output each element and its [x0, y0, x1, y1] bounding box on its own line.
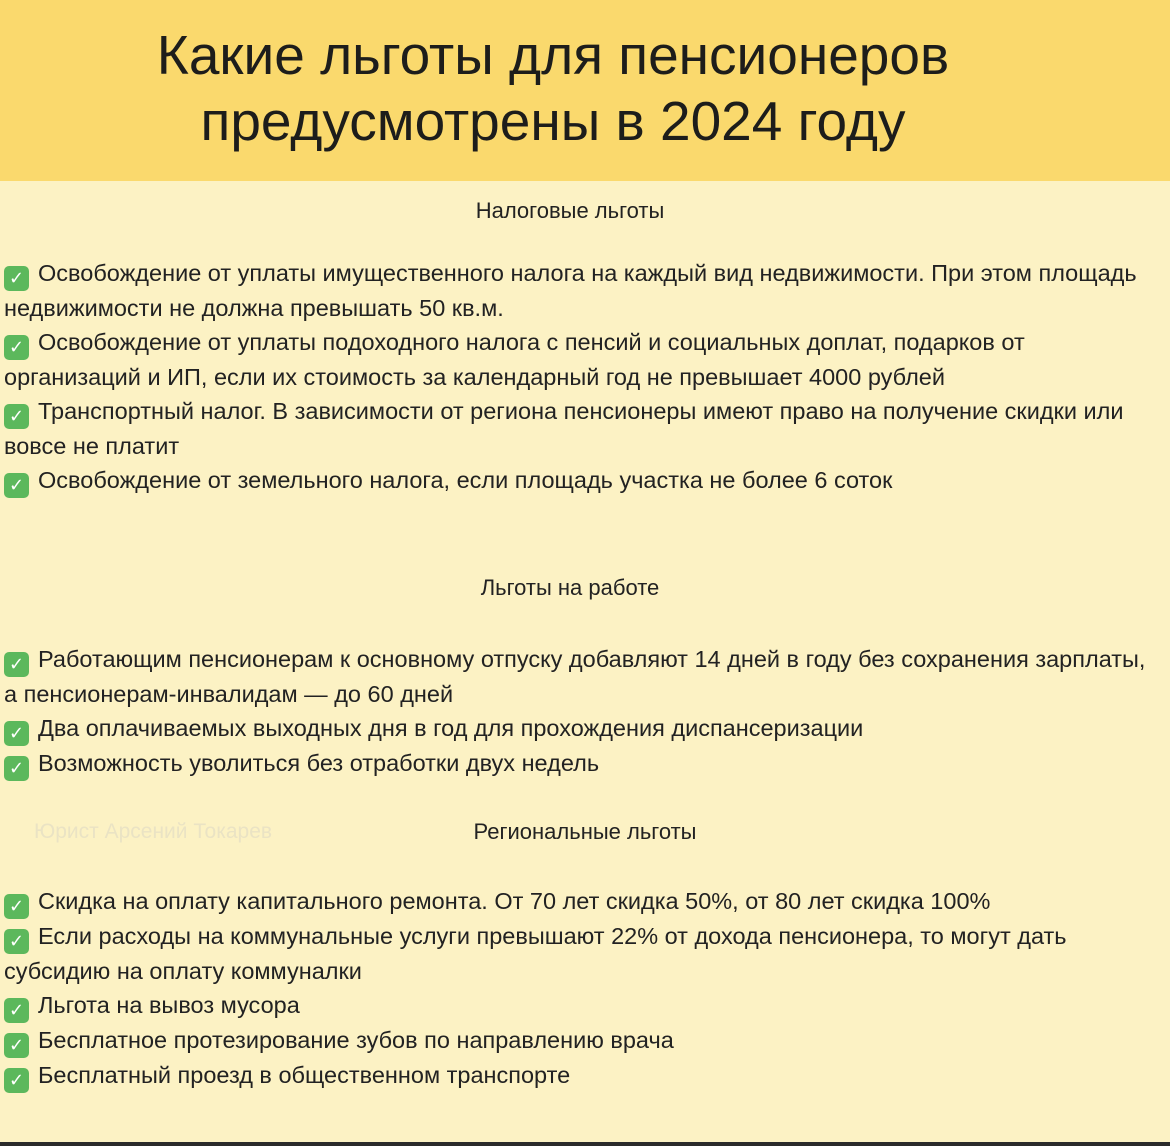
- list-item-text: Работающим пенсионерам к основному отпуску добавляют 14 дней в году без сохранения зарплаты, а пенсионерам-инвалидам — до 60 дней: [4, 646, 1146, 707]
- check-icon: ✓: [4, 473, 29, 498]
- tax-benefits-list: [4, 256, 1164, 498]
- title-line-1: Какие льготы для пенсионеров: [156, 24, 950, 86]
- title-line-2: предусмотрены в 2024 году: [200, 90, 906, 152]
- list-item-text: Два оплачиваемых выходных дня в год для прохождения диспансеризации: [38, 715, 864, 741]
- list-item-text: Скидка на оплату капитального ремонта. От 70 лет скидка 50%, от 80 лет скидка 100%: [38, 888, 991, 914]
- check-icon: ✓: [4, 721, 29, 746]
- check-icon: ✓: [4, 756, 29, 781]
- bottom-divider: [0, 1142, 1170, 1146]
- list-item: [4, 463, 1164, 498]
- list-item-text: Бесплатное протезирование зубов по направлению врача: [38, 1027, 674, 1053]
- page-title: [0, 22, 1106, 154]
- check-icon: ✓: [4, 1068, 29, 1093]
- work-benefits-list: [4, 642, 1164, 781]
- check-icon: ✓: [4, 266, 29, 291]
- section-heading-work: Льготы на работе: [480, 575, 660, 600]
- list-item: [4, 919, 1164, 988]
- check-icon: ✓: [4, 335, 29, 360]
- list-item: [4, 642, 1164, 711]
- list-item-text: Возможность уволиться без отработки двух недель: [38, 750, 600, 776]
- check-icon: ✓: [4, 404, 29, 429]
- regional-benefits-list: [4, 884, 1164, 1093]
- list-item: [4, 394, 1164, 463]
- list-item-text: Освобождение от уплаты подоходного налога с пенсий и социальных доплат, подарков от организаций и ИП, если их стоимость за календарный год не превышает 4000 рублей: [4, 329, 1025, 390]
- list-item: [4, 256, 1164, 325]
- check-icon: ✓: [4, 1033, 29, 1058]
- list-item-text: Освобождение от уплаты имущественного налога на каждый вид недвижимости. При этом площадь недвижимости не должна превышать 50 кв.м.: [4, 260, 1137, 321]
- list-item: [4, 988, 1164, 1023]
- list-item: [4, 1058, 1164, 1093]
- check-icon: ✓: [4, 998, 29, 1023]
- check-icon: ✓: [4, 894, 29, 919]
- check-icon: ✓: [4, 929, 29, 954]
- list-item-text: Освобождение от земельного налога, если площадь участка не более 6 соток: [38, 467, 893, 493]
- list-item: [4, 711, 1164, 746]
- list-item-text: Льгота на вывоз мусора: [38, 992, 300, 1018]
- list-item-text: Если расходы на коммунальные услуги превышают 22% от дохода пенсионера, то могут дать субсидию на оплату коммуналки: [4, 923, 1067, 984]
- check-icon: ✓: [4, 652, 29, 677]
- title-banner: [0, 0, 1170, 181]
- section-heading-tax: Налоговые льготы: [475, 198, 665, 223]
- list-item: [4, 1023, 1164, 1058]
- list-item-text: Транспортный налог. В зависимости от региона пенсионеры имеют право на получение скидки или вовсе не платит: [4, 398, 1124, 459]
- list-item-text: Бесплатный проезд в общественном транспорте: [38, 1062, 571, 1088]
- watermark: Юрист Арсений Токарев: [34, 820, 273, 843]
- list-item: [4, 325, 1164, 394]
- list-item: [4, 884, 1164, 919]
- list-item: [4, 746, 1164, 781]
- section-heading-regional: Региональные льготы: [473, 819, 697, 844]
